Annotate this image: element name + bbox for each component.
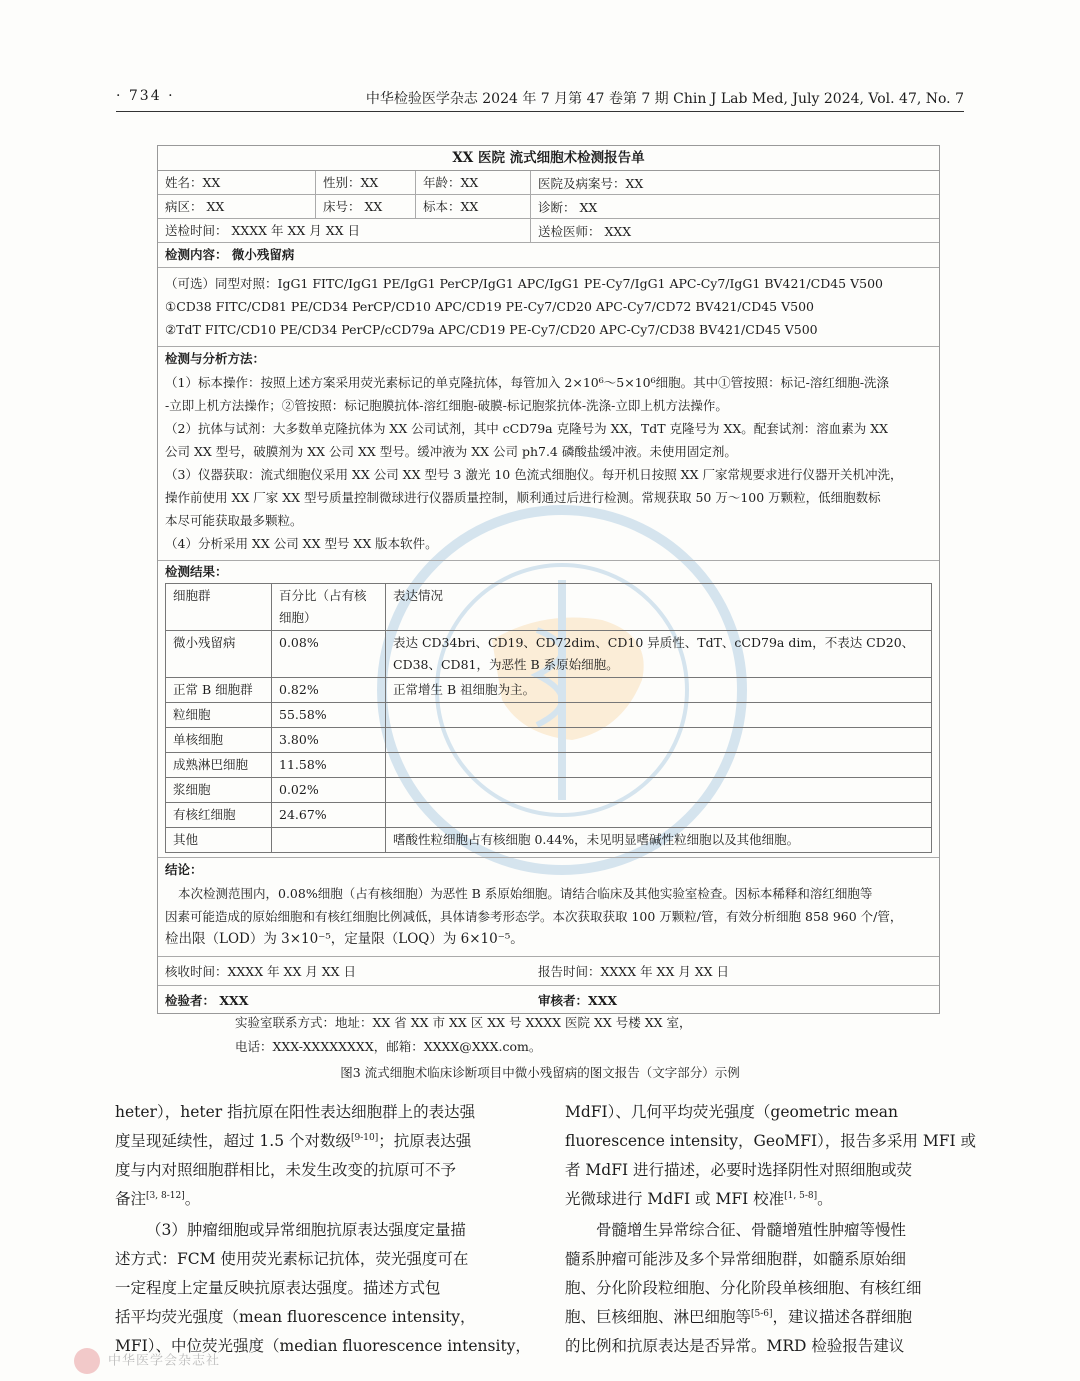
method-line: （4）分析采用 XX 公司 XX 型号 XX 版本软件。	[165, 536, 438, 551]
body-text: 者 MdFI 进行描述，必要时选择阴性对照细胞或荧	[565, 1161, 913, 1179]
report-title: XX 医院 流式细胞术检测报告单	[158, 146, 939, 171]
patient-ward: 病区： XX	[158, 195, 316, 218]
conclusion-title: 结论：	[165, 862, 203, 877]
contact-address: 实验室联系方式：地址：XX 省 XX 市 XX 区 XX 号 XXXX 医院 XX 号楼 XX 室，	[235, 1015, 692, 1030]
percent-cell: 24.67%	[272, 803, 386, 828]
citation: [9-10]	[351, 1132, 379, 1143]
specimen-type: 标本：XX	[416, 195, 531, 218]
table-header-row	[166, 584, 932, 631]
flow-cytometry-report	[157, 145, 940, 1014]
detection-content: 检测内容： 微小残留病	[158, 243, 939, 268]
population-cell: 有核红细胞	[166, 803, 272, 828]
body-text: MFI）、中位荧光强度（median fluorescence intensity，	[115, 1337, 531, 1355]
percent-cell: 0.08%	[272, 631, 386, 678]
method-line: （3）仪器获取：流式细胞仪采用 XX 公司 XX 型号 3 激光 10 色流式细胞仪。每开机日按照 XX 厂家常规要求进行仪器开关机冲洗，	[165, 467, 903, 482]
column-header: 百分比（占有核细胞）	[272, 584, 386, 631]
percent-cell: 11.58%	[272, 753, 386, 778]
publisher-logo-icon	[74, 1348, 100, 1374]
body-text: heter），heter 指抗原在阳性表达细胞群上的表达强	[115, 1103, 476, 1121]
table-row	[166, 678, 932, 703]
percent-cell: 0.82%	[272, 678, 386, 703]
percent-cell	[272, 828, 386, 853]
reviewer: 审核者：XXX	[538, 992, 618, 1008]
column-header: 细胞群	[166, 584, 272, 631]
expression-cell	[386, 778, 932, 803]
body-text: 髓系肿瘤可能涉及多个异常细胞群，如髓系原始细	[565, 1250, 907, 1268]
expression-cell	[386, 803, 932, 828]
percent-cell: 55.58%	[272, 703, 386, 728]
table-row	[166, 728, 932, 753]
antibody-line: ②TdT FITC/CD10 PE/CD34 PerCP/cCD79a APC/CD19 PE-Cy7/CD20 APC-Cy7/CD38 BV421/CD45 V500	[165, 322, 818, 337]
lab-contact	[235, 1011, 692, 1059]
body-column-right	[565, 1098, 977, 1361]
patient-record: 医院及病案号：XX	[538, 175, 644, 191]
body-text: 骨髓增生异常综合征、骨髓增殖性肿瘤等慢性	[596, 1221, 907, 1239]
body-text: 备注	[115, 1190, 147, 1208]
population-cell: 单核细胞	[166, 728, 272, 753]
body-text: 度与内对照细胞群相比，未发生改变的抗原可不予	[115, 1161, 457, 1179]
patient-row-3	[158, 219, 939, 243]
body-text: 。	[817, 1190, 833, 1208]
body-text: MdFI）、几何平均荧光强度（geometric mean	[565, 1103, 899, 1121]
conclusion-line: 检出限（LOD）为 3×10⁻⁵，定量限（LOQ）为 6×10⁻⁵。	[165, 931, 524, 947]
patient-row-2	[158, 195, 939, 219]
body-text: fluorescence intensity，GeoMFI），报告多采用 MFI 或	[565, 1132, 977, 1150]
method-line: （2）抗体与试剂：大多数单克隆抗体为 XX 公司试剂，其中 cCD79a 克隆号为 XX，TdT 克隆号为 XX。配套试剂：溶血素为 XX	[165, 421, 889, 436]
receive-time: 核收时间：XXXX 年 XX 月 XX 日	[165, 964, 357, 979]
antibody-panel	[158, 268, 939, 347]
percent-cell: 3.80%	[272, 728, 386, 753]
table-row	[166, 778, 932, 803]
examiner: 检验者： XXX	[165, 992, 249, 1008]
table-row	[166, 803, 932, 828]
population-cell: 其他	[166, 828, 272, 853]
conclusion-line: 因素可能造成的原始细胞和有核红细胞比例减低，具体请参考形态学。本次获取获取 100 万颗粒/管，有效分析细胞 858 960 个/管，	[165, 909, 903, 924]
patient-row-1	[158, 171, 939, 195]
percent-cell: 0.02%	[272, 778, 386, 803]
results-title: 检测结果：	[165, 564, 228, 579]
results-table-wrap	[158, 583, 939, 858]
antibody-line: ①CD38 FITC/CD81 PE/CD34 PerCP/CD10 APC/CD19 PE-Cy7/CD20 APC-Cy7/CD72 BV421/CD45 V500	[165, 299, 814, 314]
body-text: ；抗原表达强	[378, 1132, 472, 1150]
body-text: （3）肿瘤细胞或异常细胞抗原表达强度定量描	[146, 1221, 466, 1239]
population-cell: 粒细胞	[166, 703, 272, 728]
citation: [1, 5-8]	[784, 1190, 818, 1201]
body-text: 的比例和抗原表达是否异常。MRD 检验报告建议	[565, 1337, 905, 1355]
citation: [5-6]	[751, 1308, 773, 1319]
expression-cell: 表达 CD34bri、CD19、CD72dim、CD10 异质性、TdT、cCD79a dim，不表达 CD20、CD38、CD81，为恶性 B 系原始细胞。	[386, 631, 932, 678]
body-text: 光微球进行 MdFI 或 MFI 校准	[565, 1190, 785, 1208]
body-text: 括平均荧光强度（mean fluorescence intensity，	[115, 1308, 476, 1326]
method-line: （1）标本操作：按照上述方案采用荧光素标记的单克隆抗体，每管加入 2×10⁶～5×10⁶细胞。其中①管按照：标记-溶红细胞-洗涤	[165, 375, 890, 390]
population-cell: 成熟淋巴细胞	[166, 753, 272, 778]
methods-block	[158, 371, 939, 561]
conclusion-line: 本次检测范围内，0.08%细胞（占有核细胞）为恶性 B 系原始细胞。请结合临床及其他实验室检查。因标本稀释和溶红细胞等	[178, 886, 873, 901]
patient-sex: 性别：XX	[316, 171, 416, 194]
time-row	[158, 957, 939, 986]
table-row	[166, 753, 932, 778]
body-text: 胞、巨核细胞、淋巴细胞等	[565, 1308, 752, 1326]
send-doctor: 送检医师： XXX	[538, 223, 632, 239]
method-line: -立即上机方法操作；②管按照：标记胞膜抗体-溶红细胞-破膜-标记胞浆抗体-洗涤-立即上机方法操作。	[165, 398, 728, 413]
page-number: · 734 ·	[116, 88, 175, 104]
results-table	[165, 583, 932, 853]
method-line: 本尽可能获取最多颗粒。	[165, 513, 303, 528]
population-cell: 浆细胞	[166, 778, 272, 803]
methods-title: 检测与分析方法：	[165, 351, 266, 366]
body-text: 述方式：FCM 使用荧光素标记抗体，荧光强度可在	[115, 1250, 469, 1268]
body-text: 胞、分化阶段粒细胞、分化阶段单核细胞、有核红细	[565, 1279, 922, 1297]
body-text: 度呈现延续性，超过 1.5 个对数级	[115, 1132, 352, 1150]
contact-phone-email: 电话：XXX-XXXXXXXX，邮箱：XXXX@XXX.com。	[235, 1039, 542, 1054]
table-row	[166, 703, 932, 728]
population-cell: 正常 B 细胞群	[166, 678, 272, 703]
patient-name: 姓名：XX	[158, 171, 316, 194]
table-row	[166, 631, 932, 678]
body-text: 。	[184, 1190, 201, 1208]
method-line: 操作前使用 XX 厂家 XX 型号质量控制微球进行仪器质量控制，顺利通过后进行检测。常规获取 50 万～100 万颗粒，低细胞数标	[165, 490, 881, 505]
expression-cell	[386, 703, 932, 728]
patient-bed: 床号： XX	[316, 195, 416, 218]
signature-row	[158, 986, 939, 1013]
publisher-mark	[74, 1348, 220, 1374]
table-row	[166, 828, 932, 853]
header-rule	[116, 111, 964, 112]
expression-cell	[386, 753, 932, 778]
publisher-name: 中华医学会杂志社	[108, 1353, 221, 1369]
body-column-left	[115, 1098, 531, 1361]
patient-age: 年龄：XX	[416, 171, 531, 194]
citation: [3, 8-12]	[146, 1190, 185, 1201]
figure-caption: 图3 流式细胞术临床诊断项目中微小残留病的图文报告（文字部分）示例	[340, 1065, 740, 1080]
body-text: 一定程度上定量反映抗原表达强度。描述方式包	[115, 1279, 441, 1297]
body-text: ，建议描述各群细胞	[772, 1308, 913, 1326]
report-time: 报告时间：XXXX 年 XX 月 XX 日	[538, 964, 730, 979]
conclusion-block	[158, 882, 939, 957]
journal-header: 中华检验医学杂志 2024 年 7 月第 47 卷第 7 期 Chin J Lab Med, July 2024, Vol. 47, No. 7	[365, 91, 964, 107]
expression-cell	[386, 728, 932, 753]
method-line: 公司 XX 型号，破膜剂为 XX 公司 XX 型号。缓冲液为 XX 公司 ph7.4 磷酸盐缓冲液。未使用固定剂。	[165, 444, 737, 459]
expression-cell: 嗜酸性粒细胞占有核细胞 0.44%，未见明显嗜碱性粒细胞以及其他细胞。	[386, 828, 932, 853]
send-time: 送检时间： XXXX 年 XX 月 XX 日	[158, 219, 531, 242]
population-cell: 微小残留病	[166, 631, 272, 678]
expression-cell: 正常增生 B 祖细胞为主。	[386, 678, 932, 703]
diagnosis: 诊断： XX	[538, 199, 598, 215]
column-header: 表达情况	[386, 584, 932, 631]
antibody-line: （可选）同型对照：IgG1 FITC/IgG1 PE/IgG1 PerCP/IgG1 APC/IgG1 PE-Cy7/IgG1 APC-Cy7/IgG1 BV421/CD45 V500	[165, 276, 883, 291]
